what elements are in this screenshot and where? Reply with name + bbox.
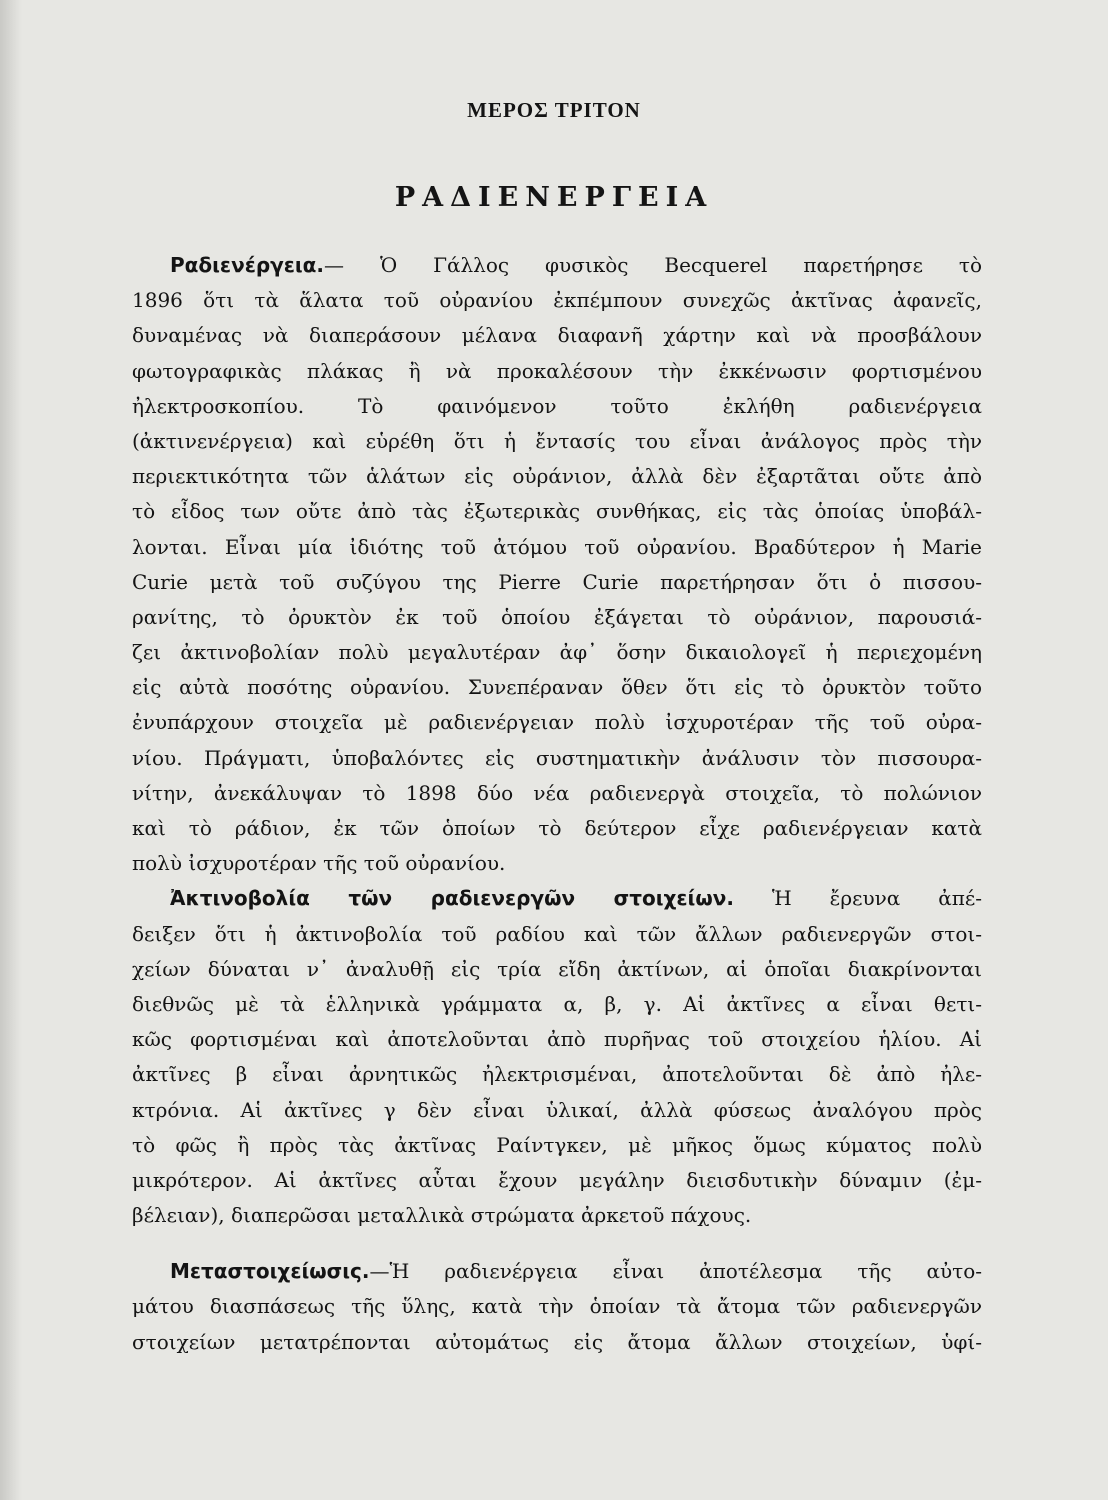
body-text — [132, 248, 982, 1360]
section-heading-transmutation: Μεταστοιχείωσις. — [170, 1259, 370, 1284]
text-line — [132, 881, 982, 916]
paragraph-transmutation — [132, 1254, 982, 1360]
text-line — [132, 248, 982, 283]
part-title: ΜΕΡΟΣ ΤΡΙΤΟΝ — [467, 98, 641, 122]
text-line: νίτην, ἀνεκάλυψαν τὸ 1898 δύο νέα ραδιενεργὰ στοιχεῖα, τὸ πολώνιον — [132, 780, 982, 805]
text-line: πολὺ ἰσχυροτέραν τῆς τοῦ οὐρανίου. — [132, 851, 506, 876]
text-line: ἐνυπάρχουν στοιχεῖα μὲ ραδιενέργειαν πολὺ ἰσχυροτέραν τῆς τοῦ οὐρα- — [132, 710, 982, 735]
text-line-fragment: —Ἡ ραδιενέργεια εἶναι ἀποτέλεσμα τῆς αὐτο- — [369, 1259, 982, 1284]
text-line: φωτογραφικὰς πλάκας ἢ νὰ προκαλέσουν τὴν ἐκκένωσιν φορτισμένου — [132, 358, 982, 383]
text-line: κῶς φορτισμέναι καὶ ἀποτελοῦνται ἀπὸ πυρῆνας τοῦ στοιχείου ἡλίου. Αἱ — [132, 1027, 982, 1052]
text-line — [132, 1254, 982, 1289]
text-line: χείων δύναται ν᾽ ἀναλυθῇ εἰς τρία εἴδη ἀκτίνων, αἱ ὁποῖαι διακρίνονται — [132, 956, 982, 981]
text-line: ἠλεκτροσκοπίου. Τὸ φαινόμενον τοῦτο ἐκλήθη ραδιενέργεια — [132, 393, 982, 418]
text-line: ρανίτης, τὸ ὀρυκτὸν ἐκ τοῦ ὁποίου ἐξάγεται τὸ οὐράνιον, παρουσιά- — [132, 604, 982, 629]
text-line: (ἀκτινενέργεια) καὶ εὑρέθη ὅτι ἡ ἔντασίς του εἶναι ἀνάλογος πρὸς τὴν — [132, 428, 982, 453]
text-line: τὸ φῶς ἢ πρὸς τὰς ἀκτῖνας Ραίντγκεν, μὲ μῆκος ὅμως κύματος πολὺ — [132, 1132, 982, 1157]
text-line-fragment: Ἡ ἔρευνα ἀπέ- — [733, 886, 982, 911]
text-line: δυναμένας νὰ διαπεράσουν μέλανα διαφανῆ χάρτην καὶ νὰ προσβάλουν — [132, 323, 982, 348]
text-line: νίου. Πράγματι, ὑποβαλόντες εἰς συστηματικὴν ἀνάλυσιν τὸν πισσουρα- — [132, 745, 982, 770]
text-line: κτρόνια. Αἱ ἀκτῖνες γ δὲν εἶναι ὑλικαί, ἀλλὰ φύσεως ἀναλόγου πρὸς — [132, 1097, 982, 1122]
text-line: μάτου διασπάσεως τῆς ὕλης, κατὰ τὴν ὁποίαν τὰ ἄτομα τῶν ραδιενεργῶν — [132, 1294, 982, 1319]
text-line: μικρότερον. Αἱ ἀκτῖνες αὗται ἔχουν μεγάλην διεισδυτικὴν δύναμιν (ἐμ- — [132, 1167, 982, 1192]
text-line: λονται. Εἶναι μία ἰδιότης τοῦ ἀτόμου τοῦ οὐρανίου. Βραδύτερον ἡ Marie — [132, 534, 982, 559]
text-line: Curie μετὰ τοῦ συζύγου της Pierre Curie παρετήρησαν ὅτι ὁ πισσου- — [132, 569, 982, 594]
page-gutter-shadow — [0, 0, 22, 1500]
text-line: καὶ τὸ ράδιον, ἐκ τῶν ὁποίων τὸ δεύτερον εἶχε ραδιενέργειαν κατὰ — [132, 816, 982, 840]
text-line: περιεκτικότητα τῶν ἁλάτων εἰς οὐράνιον, ἀλλὰ δὲν ἐξαρτᾶται οὔτε ἀπὸ — [132, 464, 982, 489]
paragraph-radiation — [132, 881, 982, 1233]
section-heading-radioactivity: Ραδιενέργεια. — [170, 253, 325, 277]
chapter-title: ΡΑΔΙΕΝΕΡΓΕΙΑ — [394, 182, 714, 213]
text-line: ἀκτῖνες β εἶναι ἀρνητικῶς ἠλεκτρισμέναι, ἀποτελοῦνται δὲ ἀπὸ ἠλε- — [132, 1062, 982, 1087]
section-heading-radiation: Ἀκτινοβολία τῶν ραδιενεργῶν στοιχείων. — [170, 886, 734, 911]
text-line: δειξεν ὅτι ἡ ἀκτινοβολία τοῦ ραδίου καὶ τῶν ἄλλων ραδιενεργῶν στοι- — [132, 921, 982, 946]
text-line: εἰς αὐτὰ ποσότης οὐρανίου. Συνεπέραναν ὅθεν ὅτι εἰς τὸ ὀρυκτὸν τοῦτο — [132, 675, 982, 700]
paragraph-gap — [132, 1233, 982, 1254]
text-line: τὸ εἶδος των οὔτε ἀπὸ τὰς ἐξωτερικὰς συνθήκας, εἰς τὰς ὁποίας ὑποβάλ- — [132, 499, 982, 524]
text-line-fragment: — Ὁ Γάλλος φυσικὸς Becquerel παρετήρησε τὸ — [324, 253, 982, 277]
text-line: διεθνῶς μὲ τὰ ἑλληνικὰ γράμματα α, β, γ. Αἱ ἀκτῖνες α εἶναι θετι- — [132, 991, 982, 1016]
paragraph-radioactivity — [132, 248, 982, 881]
text-line: στοιχείων μετατρέπονται αὐτομάτως εἰς ἄτομα ἄλλων στοιχείων, ὑφί- — [132, 1329, 982, 1354]
text-line: 1896 ὅτι τὰ ἅλατα τοῦ οὐρανίου ἐκπέμπουν συνεχῶς ἀκτῖνας ἀφανεῖς, — [132, 288, 982, 313]
text-line: βέλειαν), διαπερῶσαι μεταλλικὰ στρώματα ἀρκετοῦ πάχους. — [132, 1203, 752, 1228]
text-line: ζει ἀκτινοβολίαν πολὺ μεγαλυτέραν ἀφ᾽ ὅσην δικαιολογεῖ ἡ περιεχομένη — [132, 640, 982, 665]
